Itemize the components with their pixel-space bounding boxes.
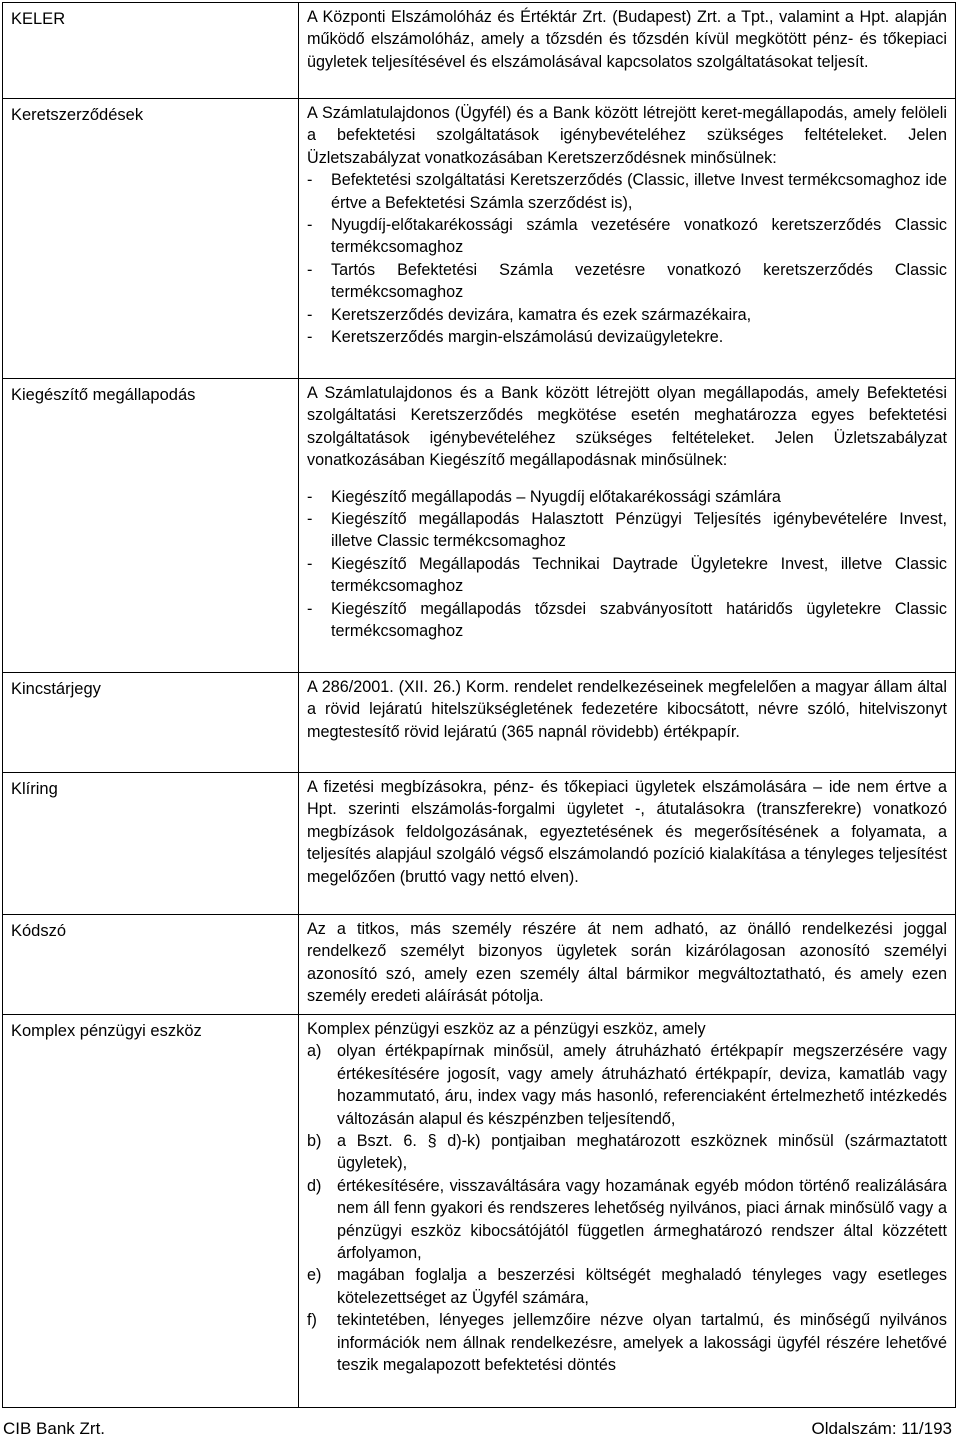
term-cell (3, 379, 299, 673)
page-footer (3, 1418, 952, 1440)
definition-row (3, 1015, 956, 1408)
term-label: Komplex pénzügyi eszköz (11, 1022, 202, 1040)
lettered-item-text: a Bszt. 6. § d)-k) pontjaiban meghatározott eszköznek minősül (származtatott ügyletek), (337, 1132, 947, 1173)
list-item (307, 553, 947, 598)
list-item-text: Kiegészítő megállapodás tőzsdei szabványosított határidős ügyletekre Classic termékcsomaghoz (331, 599, 947, 641)
term-cell (3, 99, 299, 379)
definition-paragraph: A 286/2001. (XII. 26.) Korm. rendelet rendelkezéseinek megfelelően a magyar állam által a rövid lejáratú hitelszükségletének fedezetére kibocsátott, névre szóló, hitelviszonyt megtestesítő rövid lejáratú (365 napnál rövidebb) értékpapír. (307, 678, 947, 741)
term-cell (3, 3, 299, 99)
definition-intro: A Számlatulajdonos és a Bank között létrejött olyan megállapodás, amely Befektetési szolgáltatási Keretszerződés megkötése esetén meghatározza egyes befektetési szolgáltatások igénybevételéhez szükséges feltételeket. Jelen Üzletszabályzat vonatkozásában Kiegészítő megállapodásnak minősülnek: (307, 384, 947, 470)
item-letter: a) (307, 1042, 322, 1061)
item-letter: e) (307, 1266, 322, 1285)
definition-cell (299, 379, 956, 673)
item-letter: d) (307, 1176, 322, 1195)
lettered-item (307, 1309, 947, 1376)
definitions-table (2, 2, 956, 1408)
definition-cell (299, 915, 956, 1015)
lettered-item-text: értékesítésére, visszaváltására vagy hozamának egyéb módon történő realizálására nem áll fenn gyakori és rendszeres lehetőség nyilvános, piaci árnak minősülő vagy a pénzügyi eszköz kibocsátójától független ármeghatározó rendszer által közzétett árfolyamon, (337, 1176, 947, 1263)
list-item-text: Kiegészítő Megállapodás Technikai Daytrade Ügyletekre Invest, illetve Classic termékcsomaghoz (331, 554, 947, 596)
dash-marker: - (307, 260, 313, 279)
list-item (307, 508, 947, 553)
definition-row (3, 379, 956, 673)
definition-cell (299, 773, 956, 915)
list-item-text: Keretszerződés margin-elszámolású devizaügyletekre. (331, 328, 724, 347)
term-label: Klíring (11, 780, 58, 798)
term-label: Kódszó (11, 922, 67, 940)
dash-marker: - (307, 510, 313, 529)
list-item-text: Nyugdíj-előtakarékossági számla vezetésére vonatkozó keretszerződés Classic termékcsomaghoz (331, 216, 947, 257)
term-label: Kincstárjegy (11, 680, 101, 698)
definition-paragraph: Az a titkos, más személy részére át nem adható, az önálló rendelkezési joggal rendelkező személyt bizonyos ügyletek során kizárólagosan azonosító személyi azonosító szó, amely ezen személy által bármikor megváltoztatható, és amely ezen személy eredeti aláírását pótolja. (307, 920, 947, 1006)
lettered-item (307, 1175, 947, 1265)
term-label: Keretszerződések (11, 106, 144, 124)
term-label: Kiegészítő megállapodás (11, 386, 196, 404)
definition-row (3, 773, 956, 915)
dash-marker: - (307, 554, 313, 573)
list-item (307, 259, 947, 304)
lettered-item (307, 1130, 947, 1175)
definition-intro: Komplex pénzügyi eszköz az a pénzügyi eszköz, amely (307, 1020, 706, 1038)
item-letter: b) (307, 1132, 322, 1151)
term-cell (3, 673, 299, 773)
definition-cell (299, 3, 956, 99)
list-item (307, 326, 947, 348)
term-cell (3, 773, 299, 915)
dash-marker: - (307, 599, 313, 618)
definition-row (3, 3, 956, 99)
definition-intro: A Számlatulajdonos (Ügyfél) és a Bank között létrejött keret-megállapodás, amely felöleli a befektetési szolgáltatások igénybevételéhez szükséges feltételeket. Jelen Üzletszabályzat vonatkozásában Keretszerződésnek minősülnek: (307, 104, 947, 167)
lettered-item-text: olyan értékpapírnak minősül, amely átruházható értékpapír megszerzésére vagy értékesítésére jogosít, vagy amely átruházható értékpapír, deviza, kamatláb vagy hozammutató, áru, index vagy más hasonló, referenciaként értelmezhető intézkedés változásán alapul és készpénzben teljesítendő, (337, 1042, 947, 1128)
list-item-text: Befektetési szolgáltatási Keretszerződés (Classic, illetve Invest termékcsomaghoz ide értve a Befektetési Számla szerződést is), (331, 171, 947, 212)
list-item (307, 486, 947, 508)
lettered-item (307, 1264, 947, 1309)
dash-marker: - (307, 171, 313, 190)
list-item (307, 598, 947, 643)
definition-row (3, 673, 956, 773)
footer-page-number: Oldalszám: 11/193 (811, 1419, 952, 1438)
dash-marker: - (307, 305, 313, 324)
definition-cell (299, 673, 956, 773)
definition-paragraph: A Központi Elszámolóház és Értéktár Zrt. (Budapest) Zrt. a Tpt., valamint a Hpt. alapján működő elszámolóház, amely a tőzsdén és tőzsdén kívül megkötött pénz- és tőkepiaci ügyletek teljesítésével és elszámolásával kapcsolatos szolgáltatásokat teljesít. (307, 8, 947, 71)
term-cell (3, 1015, 299, 1408)
definition-row (3, 915, 956, 1015)
term-label: KELER (11, 10, 66, 28)
lettered-item (307, 1040, 947, 1130)
footer-company: CIB Bank Zrt. (3, 1419, 106, 1438)
list-item-text: Tartós Befektetési Számla vezetésre vonatkozó keretszerződés Classic termékcsomaghoz (331, 260, 947, 302)
list-item-text: Keretszerződés devizára, kamatra és ezek származékaira, (331, 305, 752, 324)
definition-cell (299, 99, 956, 379)
lettered-item-text: tekintetében, lényeges jellemzőire nézve olyan tartalmú, és minőségű nyilvános információk nem állnak rendelkezésre, amelyek a lakossági ügyfél részére lehetővé teszik megalapozott befektetési döntés (337, 1311, 947, 1375)
definition-paragraph: A fizetési megbízásokra, pénz- és tőkepiaci ügyletek elszámolására – ide nem értve a Hpt. szerinti elszámolás-forgalmi ügyletet -, átutalásokra (transzferekre) vonatkozó megbízások feldolgozásának, egyeztetésének és megerősítésének a folyamata, a teljesítés alapjául szolgáló végső elszámolandó pozíció kialakítása a tényleges teljesítést megelőzően (bruttó vagy nettó elven). (307, 778, 947, 886)
item-letter: f) (307, 1311, 317, 1330)
list-item (307, 214, 947, 259)
list-item-text: Kiegészítő megállapodás Halasztott Pénzügyi Teljesítés igénybevételére Invest, illetve Classic termékcsomaghoz (331, 510, 947, 551)
list-item-text: Kiegészítő megállapodás – Nyugdíj előtakarékossági számlára (331, 487, 781, 506)
list-item (307, 304, 947, 326)
list-item (307, 169, 947, 214)
dash-marker: - (307, 216, 313, 235)
definition-row (3, 99, 956, 379)
term-cell (3, 915, 299, 1015)
definition-cell (299, 1015, 956, 1408)
dash-marker: - (307, 487, 313, 506)
lettered-item-text: magában foglalja a beszerzési költségét meghaladó tényleges vagy esetleges kötelezettséget az Ügyfél számára, (337, 1266, 947, 1307)
dash-marker: - (307, 328, 313, 347)
